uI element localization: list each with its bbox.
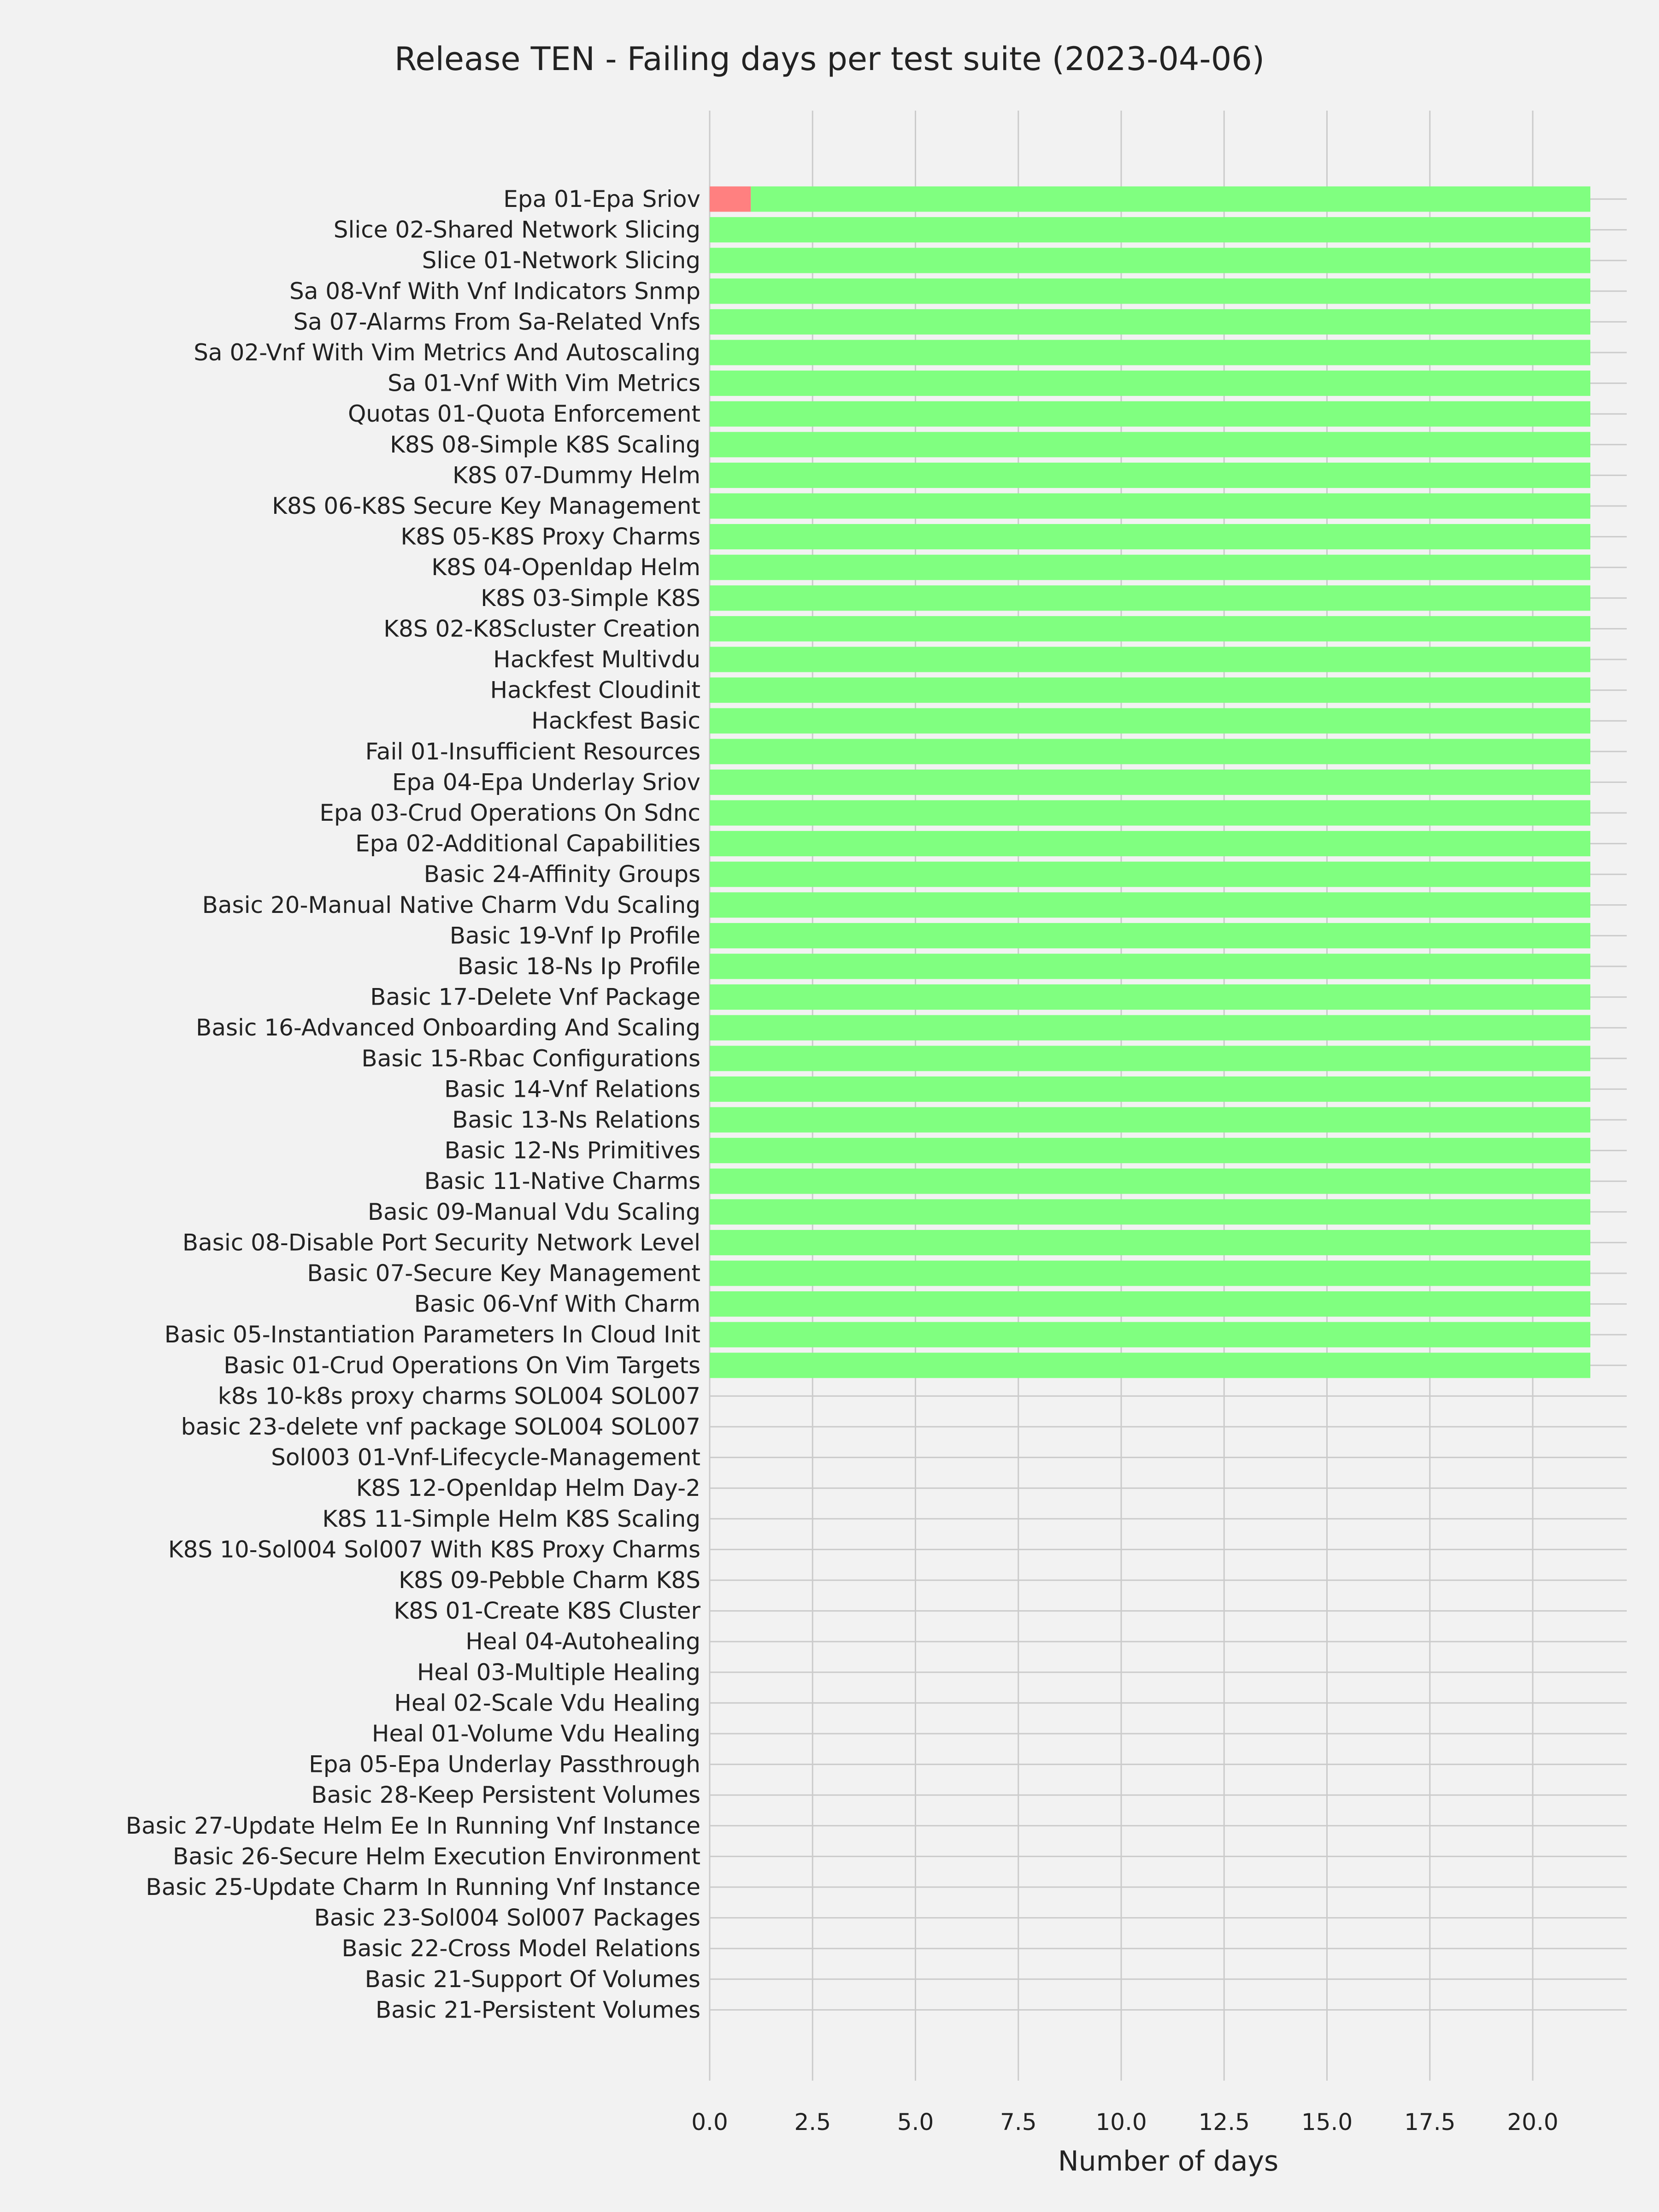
bar-passing <box>710 800 1590 826</box>
bar-passing <box>710 1107 1590 1133</box>
bar-passing <box>710 647 1590 672</box>
bar-passing <box>710 677 1590 703</box>
bar-passing <box>751 187 1590 212</box>
bar-passing <box>710 248 1590 273</box>
bar-passing <box>710 278 1590 304</box>
y-tick-label: Hackfest Multivdu <box>493 646 700 673</box>
y-tick-label: K8S 06-K8S Secure Key Management <box>272 493 700 519</box>
x-tick-labels <box>691 2109 1558 2136</box>
bar-passing <box>710 1322 1590 1347</box>
y-tick-label: Epa 02-Additional Capabilities <box>355 830 700 857</box>
y-tick-label: Basic 13-Ns Relations <box>452 1106 700 1133</box>
y-tick-label: Basic 17-Delete Vnf Package <box>370 983 700 1011</box>
y-tick-label: K8S 11-Simple Helm K8S Scaling <box>322 1505 700 1532</box>
y-tick-label: Basic 09-Manual Vdu Scaling <box>367 1198 700 1225</box>
y-tick-label: k8s 10-k8s proxy charms SOL004 SOL007 <box>218 1382 700 1410</box>
bar-passing <box>710 1199 1590 1224</box>
y-tick-label: Epa 04-Epa Underlay Sriov <box>392 769 700 796</box>
x-axis-label: Number of days <box>1058 2145 1279 2177</box>
y-tick-label: K8S 12-Openldap Helm Day-2 <box>356 1475 700 1502</box>
y-tick-label: Sa 08-Vnf With Vnf Indicators Snmp <box>289 277 700 305</box>
bar-passing <box>710 585 1590 611</box>
bar-passing <box>710 1291 1590 1317</box>
bar-failing <box>710 187 751 212</box>
y-tick-label: Epa 05-Epa Underlay Passthrough <box>309 1751 700 1778</box>
x-tick-label: 2.5 <box>794 2109 831 2136</box>
y-tick-label: Basic 23-Sol004 Sol007 Packages <box>314 1904 700 1931</box>
bar-passing <box>710 770 1590 795</box>
y-tick-label: Basic 18-Ns Ip Profile <box>457 953 700 980</box>
y-tick-label: K8S 02-K8Scluster Creation <box>383 615 700 642</box>
y-tick-label: K8S 08-Simple K8S Scaling <box>390 431 700 458</box>
y-tick-label: Sol003 01-Vnf-Lifecycle-Management <box>271 1444 700 1471</box>
y-tick-label: K8S 04-Openldap Helm <box>431 554 700 581</box>
bar-passing <box>710 401 1590 427</box>
bar-passing <box>710 371 1590 396</box>
y-tick-label: Basic 25-Update Charm In Running Vnf Instance <box>146 1874 700 1900</box>
y-tick-label: Sa 07-Alarms From Sa-Related Vnfs <box>293 308 700 335</box>
bar-passing <box>710 1046 1590 1071</box>
bar-passing <box>710 892 1590 918</box>
bar-passing <box>710 1077 1590 1102</box>
y-tick-label: Slice 02-Shared Network Slicing <box>333 216 700 243</box>
y-tick-label: Basic 21-Support Of Volumes <box>365 1965 700 1993</box>
y-tick-label: Quotas 01-Quota Enforcement <box>347 400 700 428</box>
y-tick-label: Basic 24-Affinity Groups <box>424 861 700 888</box>
y-tick-label: K8S 01-Create K8S Cluster <box>394 1597 700 1624</box>
y-tick-label: Basic 11-Native Charms <box>424 1168 700 1195</box>
bar-passing <box>710 555 1590 580</box>
bar-passing <box>710 739 1590 764</box>
bar-passing <box>710 524 1590 549</box>
bar-passing <box>710 1015 1590 1041</box>
x-tick-label: 7.5 <box>1000 2109 1037 2136</box>
y-tick-label: Basic 08-Disable Port Security Network Level <box>182 1229 700 1256</box>
y-tick-label: K8S 10-Sol004 Sol007 With K8S Proxy Charms <box>168 1536 700 1563</box>
bar-passing <box>710 1353 1590 1378</box>
bar-passing <box>710 862 1590 887</box>
y-tick-label: Heal 04-Autohealing <box>465 1628 700 1655</box>
bar-passing <box>710 954 1590 979</box>
y-tick-label: K8S 03-Simple K8S <box>481 584 700 612</box>
y-tick-label: Basic 19-Vnf Ip Profile <box>449 922 700 949</box>
y-tick-label: Basic 16-Advanced Onboarding And Scaling <box>196 1014 700 1041</box>
bar-passing <box>710 616 1590 641</box>
bar-passing <box>710 708 1590 734</box>
y-tick-label: basic 23-delete vnf package SOL004 SOL007 <box>181 1413 700 1440</box>
y-tick-label: Basic 20-Manual Native Charm Vdu Scaling <box>202 891 700 918</box>
y-tick-label: K8S 07-Dummy Helm <box>453 462 700 489</box>
bar-passing <box>710 217 1590 242</box>
y-tick-label: Sa 02-Vnf With Vim Metrics And Autoscaling <box>194 339 700 366</box>
y-tick-label: Heal 03-Multiple Healing <box>417 1659 700 1686</box>
y-tick-label: Basic 21-Persistent Volumes <box>375 1996 700 2024</box>
bar-passing <box>710 831 1590 856</box>
y-tick-label: Slice 01-Network Slicing <box>422 247 700 274</box>
x-tick-label: 12.5 <box>1198 2109 1250 2136</box>
bar-passing <box>710 1169 1590 1194</box>
y-tick-label: Basic 05-Instantiation Parameters In Cloud Init <box>164 1321 700 1348</box>
y-tick-label: Hackfest Cloudinit <box>490 677 700 704</box>
y-tick-label: Basic 01-Crud Operations On Vim Targets <box>224 1352 700 1379</box>
y-tick-label: Sa 01-Vnf With Vim Metrics <box>388 370 700 397</box>
x-tick-label: 20.0 <box>1507 2109 1559 2136</box>
y-tick-label: Basic 14-Vnf Relations <box>444 1076 700 1103</box>
bar-passing <box>710 309 1590 335</box>
bar-passing <box>710 923 1590 948</box>
y-tick-label: Basic 12-Ns Primitives <box>444 1137 700 1164</box>
y-tick-label: Basic 22-Cross Model Relations <box>341 1935 700 1962</box>
y-tick-label: Heal 01-Volume Vdu Healing <box>371 1720 700 1747</box>
bar-passing <box>710 494 1590 519</box>
y-tick-label: Heal 02-Scale Vdu Healing <box>394 1689 700 1717</box>
bars <box>710 187 1590 1378</box>
y-tick-label: Basic 27-Update Helm Ee In Running Vnf Instance <box>125 1812 700 1839</box>
chart-title: Release TEN - Failing days per test suite (2023-04-06) <box>394 40 1265 78</box>
x-tick-label: 5.0 <box>897 2109 934 2136</box>
x-tick-label: 10.0 <box>1095 2109 1147 2136</box>
bar-passing <box>710 432 1590 457</box>
bar-passing <box>710 1230 1590 1255</box>
x-tick-label: 0.0 <box>691 2109 728 2136</box>
y-tick-label: Fail 01-Insufficient Resources <box>365 738 700 765</box>
y-tick-label: Basic 07-Secure Key Management <box>307 1260 700 1287</box>
bar-passing <box>710 1261 1590 1286</box>
y-tick-label: Basic 06-Vnf With Charm <box>414 1290 700 1318</box>
bar-passing <box>710 463 1590 488</box>
y-tick-label: K8S 09-Pebble Charm K8S <box>399 1567 700 1594</box>
y-tick-label: K8S 05-K8S Proxy Charms <box>400 523 700 550</box>
x-tick-label: 15.0 <box>1301 2109 1353 2136</box>
bar-passing <box>710 340 1590 365</box>
y-tick-label: Epa 03-Crud Operations On Sdnc <box>319 800 700 826</box>
bar-passing <box>710 1138 1590 1163</box>
y-tick-label: Basic 15-Rbac Configurations <box>361 1045 700 1072</box>
y-tick-label: Hackfest Basic <box>531 707 700 735</box>
y-tick-label: Basic 28-Keep Persistent Volumes <box>311 1782 700 1809</box>
x-tick-label: 17.5 <box>1404 2109 1456 2136</box>
bar-passing <box>710 984 1590 1010</box>
y-tick-label: Basic 26-Secure Helm Execution Environment <box>172 1843 700 1870</box>
y-tick-label: Epa 01-Epa Sriov <box>503 186 700 212</box>
